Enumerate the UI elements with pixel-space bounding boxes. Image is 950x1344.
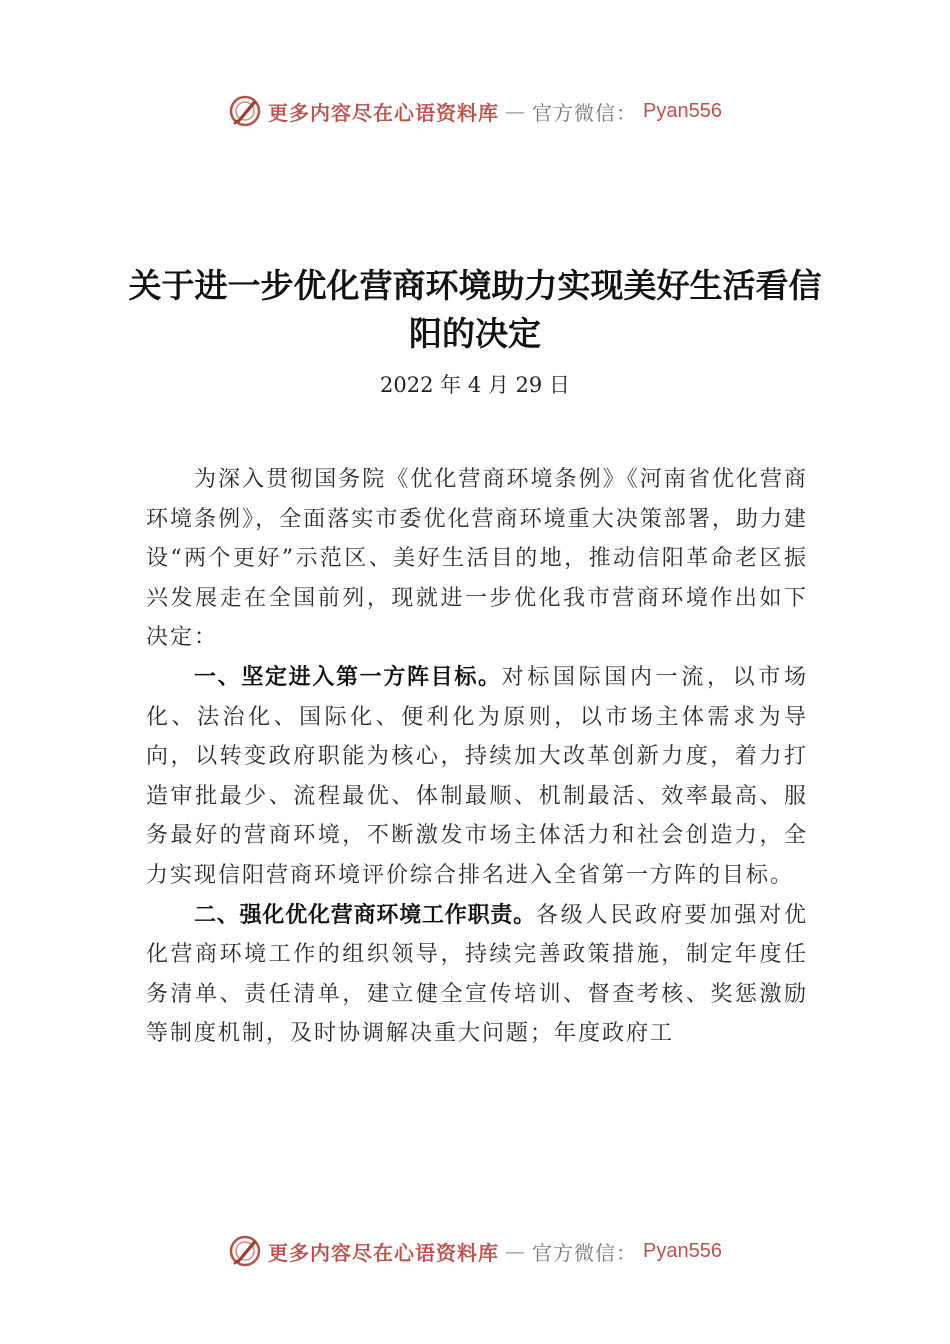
section-heading-2: 二、强化优化营商环境工作职责。 — [194, 902, 536, 928]
section-text-2: 各级人民政府要加强对优化营商环境工作的组织领导，持续完善政策措施，制定年度任务清单、责任清单，建立健全宣传培训、督查考核、奖惩激励等制度机制，及时协调解决重大问题；年度政府工 — [146, 902, 808, 1047]
section-paragraph-2 — [146, 896, 808, 1054]
header-banner — [0, 94, 950, 128]
footer-wechat-id: Pyan556 — [643, 1239, 722, 1262]
document-body — [146, 460, 808, 1054]
banner-wechat-id: Pyan556 — [643, 99, 722, 122]
banner-separator: — — [505, 99, 527, 123]
quill-pen-logo-icon — [228, 94, 262, 128]
footer-banner — [0, 1234, 950, 1268]
footer-brand-text: 更多内容尽在心语资料库 — [268, 1240, 500, 1265]
banner-wechat-label: 官方微信： — [532, 100, 638, 125]
section-text-1: 对标国际国内一流，以市场化、法治化、国际化、便利化为原则，以市场主体需求为导向，以转变政府职能为核心，持续加大改革创新力度，着力打造审批最少、流程最优、体制最顺、机制最活、效率最高、服务最好的营商环境，不断激发市场主体活力和社会创造力，全力实现信阳营商环境评价综合排名进入全省第一方阵的目标。 — [146, 664, 808, 888]
section-paragraph-1 — [146, 658, 808, 896]
document-date: 2022 年 4 月 29 日 — [380, 373, 570, 397]
document-title: 关于进一步优化营商环境助力实现美好生活看信阳的决定 — [128, 266, 822, 353]
intro-paragraph: 为深入贯彻国务院《优化营商环境条例》《河南省优化营商环境条例》，全面落实市委优化营商环境重大决策部署，助力建设“两个更好”示范区、美好生活目的地，推动信阳革命老区振兴发展走在全国前列，现就进一步优化我市营商环境作出如下决定： — [146, 467, 808, 651]
quill-pen-logo-icon — [228, 1234, 262, 1268]
banner-brand-text: 更多内容尽在心语资料库 — [268, 100, 500, 125]
footer-wechat-label: 官方微信： — [532, 1240, 638, 1265]
section-heading-1: 一、坚定进入第一方阵目标。 — [194, 664, 502, 690]
footer-separator: — — [505, 1239, 527, 1263]
